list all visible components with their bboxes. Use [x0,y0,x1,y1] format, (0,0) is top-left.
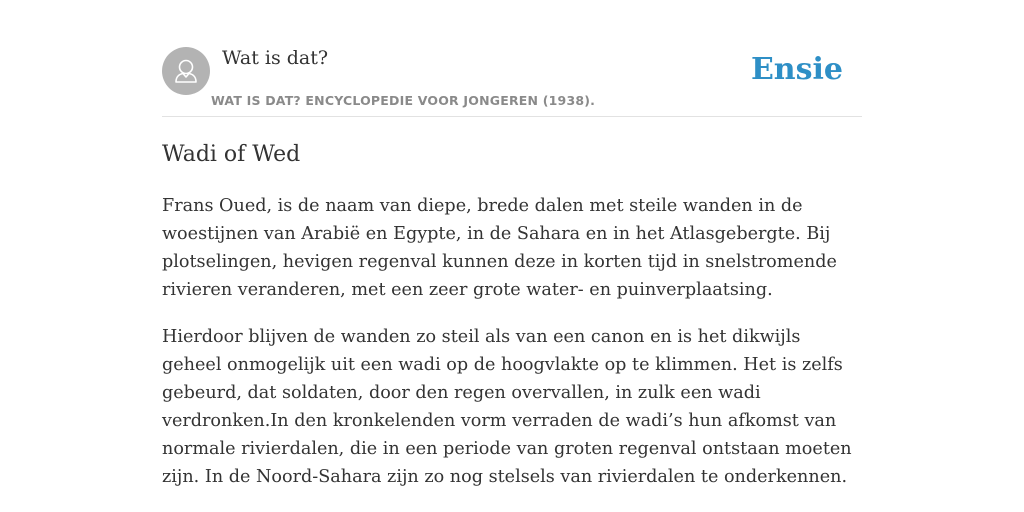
source-title[interactable]: Wat is dat? [222,47,329,69]
source-avatar[interactable] [162,47,210,95]
article-paragraph: Frans Oued, is de naam van diepe, brede dalen met steile wanden in de woestijnen van Arabië en Egypte, in de Sahara en in het Atlasgebergte. Bij plotselingen, hevigen regenval kunnen deze in korten tijd in snelstromende rivieren veranderen, met een zeer grote water- en puinverplaatsing. [162,196,837,300]
source-subtitle[interactable]: WAT IS DAT? ENCYCLOPEDIE VOOR JONGEREN (1938). [211,93,596,108]
article-title: Wadi of Wed [162,142,301,167]
article-body [162,192,862,510]
article-paragraph: Hierdoor blijven de wanden zo steil als van een canon en is het dikwijls geheel onmogelijk uit een wadi op de hoogvlakte op te klimmen. Het is zelfs gebeurd, dat soldaten, door den regen overvallen, in zulk een wadi verdronken.In den kronkelenden vorm verraden de wadi’s hun afkomst van normale rivierdalen, die in een periode van groten regenval ontstaan moeten zijn. In de Noord-Sahara zijn zo nog stelsels van rivierdalen te onderkennen. [162,327,852,487]
source-header [162,46,862,117]
user-icon [162,47,210,95]
ensie-logo[interactable]: Ensie [750,52,843,87]
